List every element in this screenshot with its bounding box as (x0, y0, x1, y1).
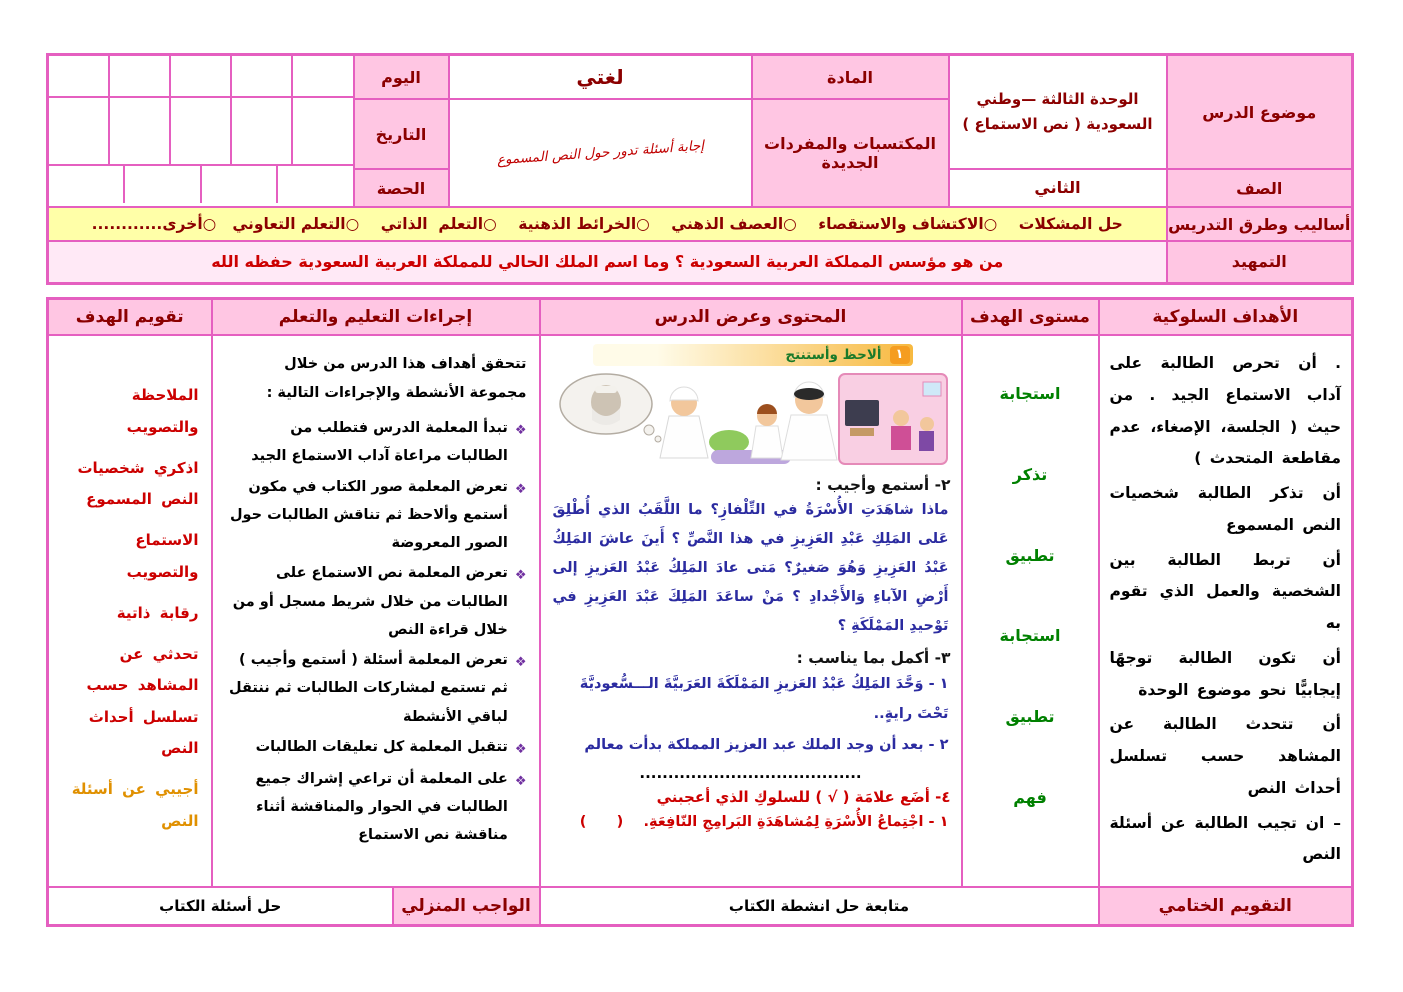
lesson-topic-label: موضوع الدرس (1167, 55, 1353, 170)
level-item: تطبيق (1005, 707, 1055, 727)
introduction-label: التمهيد (1167, 241, 1353, 283)
father-figure (781, 382, 837, 460)
empty-cell (49, 98, 108, 164)
empty-cell (276, 166, 352, 203)
objective-item: أن تكون الطالبة توجهًا إيجابيًّا نحو موضوع الوحدة (1109, 648, 1341, 699)
procedure-item: ❖ تبدأ المعلمة الدرس فتطلب من الطالبات مراعاة آداب الاستماع الجيد (225, 414, 527, 471)
diamond-bullet-icon: ❖ (514, 655, 527, 671)
evaluation-item: تحدثي عن المشاهد حسب تسلسل أحداث النص (86, 644, 199, 757)
procedures-column-header: إجراءات التعليم والتعلم (212, 298, 540, 335)
content-column (540, 335, 962, 887)
teaching-methods-label: أساليب وطرق التدريس (1167, 207, 1353, 241)
empty-cell (291, 98, 352, 164)
objective-item: أن تتحدث الطالبة عن المشاهد حسب تسلسل أحداث النص (1109, 715, 1341, 797)
introduction-value: من هو مؤسس المملكة العربية السعودية ؟ وما اسم الملك الحالي للمملكة العربية السعودية حفظه الله (48, 241, 1167, 283)
header-table (46, 53, 1354, 285)
dotted-blank-line: ....................................... (639, 764, 862, 783)
empty-cell (230, 56, 291, 96)
empty-cell (230, 98, 291, 164)
listen-answer-title: ٢- أستمع وأجيب : (815, 476, 951, 494)
listening-questions: ماذا شاهَدَتِ الأُسْرَةُ في التِّلْفازِ؟ ما اللَّقَبُ الذي أُطْلِقَ عَلى المَلِكِ عَبْدِ العَزِيزِ في هذا النَّصِّ ؟ أَينَ عاشَ المَلِكُ عَبْدُ العَزِيزِ وَهُوَ صَغيرٌ؟ مَتى عادَ المَلِكُ عَبْدُ العَزيزِ إلى أَرْضِ الآباءِ وَالأَجْدادِ ؟ مَنْ ساعَدَ المَلِكَ عَبْدَ العَزِيزِ في تَوْحيدِ المَمْلَكَةِ ؟ (552, 502, 949, 634)
subject-value: لغتي (449, 55, 752, 100)
day-label: اليوم (354, 55, 449, 100)
empty-cell (169, 56, 230, 96)
level-item: تذكر (1012, 464, 1048, 484)
evaluation-item: أجيبي عن أسئلة النص (71, 780, 199, 830)
acquisitions-value: إجابة أسئلة تدور حول النص المسموع (495, 137, 705, 169)
level-item: استجابة (999, 384, 1061, 403)
diamond-bullet-icon: ❖ (514, 568, 527, 584)
grade-label: الصف (1167, 169, 1353, 207)
level-item: استجابة (999, 626, 1061, 646)
homework-label: الواجب المنزلي (393, 887, 540, 925)
banner-title: ألاحظ وأستنتج (785, 347, 882, 363)
period-label: الحصة (354, 169, 449, 207)
procedure-item: ❖ على المعلمة أن تراعي إشراك جميع الطالبات في الحوار والمناقشة أثناء مناقشة نص الاستماع (225, 765, 527, 850)
boy-figure (660, 387, 708, 458)
complete-item: ١ - وَحَّدَ المَلِكُ عَبْدُ العَزيزِ المَمْلَكَةَ العَرَبيَّةَ الـــسُّعوديَّةَ تَحْتَ رايةٍ.. (579, 676, 949, 723)
tv-room-scene (839, 374, 947, 464)
final-evaluation-value: متابعة حل انشطة الكتاب (540, 887, 1099, 925)
objective-item: . أن تحرص الطالبة على آداب الاستماع الجيد . من حيث ( الجلسة، الإصغاء، عدم مقاطعة المتحدث ) (1109, 354, 1341, 468)
evaluation-item: اذكري شخصيات النص المسموع (77, 458, 199, 508)
complete-title: ٣- أكمل بما يناسب : (796, 649, 951, 667)
empty-cell (108, 98, 169, 164)
empty-cell (49, 166, 123, 203)
evaluation-column-header: تقويم الهدف (48, 298, 212, 335)
final-evaluation-label: التقويم الختامي (1099, 887, 1353, 925)
diamond-bullet-icon: ❖ (514, 741, 527, 757)
objective-item: – ان تجيب الطالبة عن أسئلة النص (1109, 813, 1341, 864)
subject-label: المادة (752, 55, 949, 100)
complete-item: ٢ - بعد أن وجد الملك عبد العزيز المملكة بدأت معالم (584, 736, 949, 753)
diamond-bullet-icon: ❖ (514, 773, 527, 789)
main-lesson-table (46, 297, 1354, 927)
objective-item: أن تذكر الطالبة شخصيات النص المسموع (1109, 484, 1341, 534)
procedure-item: ❖ تعرض المعلمة أسئلة ( أستمع وأجيب ) ثم تستمع لمشاركات الطالبات ثم ننتقل لباقي الأنشطة (225, 646, 527, 731)
lesson-illustration (551, 370, 951, 468)
content-column-header: المحتوى وعرض الدرس (540, 298, 962, 335)
level-item: تطبيق (1005, 545, 1055, 565)
procedures-column (212, 335, 540, 887)
objectives-column (1099, 335, 1353, 887)
level-column-header: مستوى الهدف (962, 298, 1099, 335)
acquisitions-value-cell (449, 99, 752, 207)
evaluation-column (48, 335, 212, 887)
level-column (962, 335, 1099, 887)
procedure-item: ❖ تعرض المعلمة صور الكتاب في مكون أستمع وألاحظ ثم تناقش الطالبات حول الصور المعروضة (225, 473, 527, 558)
blank-schedule-grid (48, 55, 354, 208)
evaluation-item: رقابة ذاتية (116, 603, 199, 622)
objectives-column-header: الأهداف السلوكية (1099, 298, 1353, 335)
procedures-intro: تتحقق أهداف هذا الدرس من خلال مجموعة الأنشطة والإجراءات التالية : (266, 356, 527, 401)
checkmark-title: ٤- أضَع علامَة ( √ ) للسلوكِ الذي أعجبني (656, 788, 951, 807)
acquisitions-label: المكتسبات والمفردات الجديدة (752, 99, 949, 207)
lesson-topic-value: الوحدة الثالثة —وطني السعودية ( نص الاستماع ) (949, 55, 1167, 170)
empty-cell (291, 56, 352, 96)
checkmark-item: ١ - اجْتِماعُ الأُسْرَةِ لِمُشاهَدَةِ البَرامِجِ النّافِعَةِ. ( ) (579, 814, 949, 831)
evaluation-item: الملاحظة والتصويب (126, 386, 199, 436)
empty-cell (123, 166, 199, 203)
grade-value: الثاني (949, 169, 1167, 207)
thought-bubble-icon (560, 374, 661, 442)
evaluation-item: الاستماع والتصويب (126, 531, 199, 581)
homework-value: حل أسئلة الكتاب (48, 887, 393, 925)
small-boy-figure (751, 404, 783, 458)
banner-number: ١ (890, 346, 910, 364)
date-label: التاريخ (354, 99, 449, 169)
procedure-item: ❖ تعرض المعلمة نص الاستماع على الطالبات من خلال شريط مسجل أو من خلال قراءة النص (225, 559, 527, 644)
objective-item: أن تربط الطالبة بين الشخصية والعمل الذي تقوم به (1109, 550, 1341, 633)
teaching-methods-value: حل المشكلات ○الاكتشاف والاستقصاء ○العصف الذهني ○الخرائط الذهنية ○التعلم الذاتي ○التعلم التعاوني ○أخرى............ (48, 207, 1167, 241)
observe-banner (593, 344, 913, 366)
diamond-bullet-icon: ❖ (514, 481, 527, 497)
empty-cell (49, 56, 108, 96)
empty-cell (108, 56, 169, 96)
procedure-item: ❖ تتقبل المعلمة كل تعليقات الطالبات (225, 733, 527, 763)
empty-cell (200, 166, 276, 203)
empty-cell (169, 98, 230, 164)
level-item: فهم (1013, 787, 1047, 807)
diamond-bullet-icon: ❖ (514, 423, 527, 438)
